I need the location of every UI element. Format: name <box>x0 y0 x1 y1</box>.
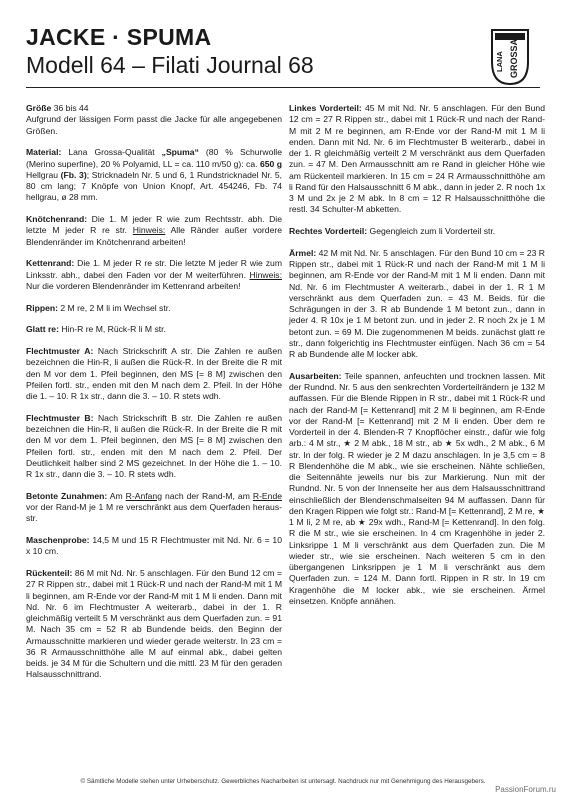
header-rule <box>26 87 540 88</box>
star-icon: ★ <box>537 505 545 516</box>
star-icon: ★ <box>343 438 352 449</box>
section-groesse: Größe 36 bis 44 Aufgrund der lässigen Form passt die Jacke für alle angegebenen Größen. <box>26 103 282 136</box>
section-glatt-re: Glatt re: Hin-R re M, Rück-R li M str. <box>26 324 166 335</box>
watermark: PassionForum.ru <box>495 785 556 794</box>
section-kettenrand: Kettenrand: Die 1. M jeder R re str. Die letzte M jeder R wie zum Linksstr. abh., dabei den Faden vor der M weiterführen. Hinweis: Nur die vorderen Blendenränder im Kettenrand arbeiten! <box>26 258 282 291</box>
section-aermel: Ärmel: 42 M mit Nd. Nr. 5 anschlagen. Für den Bund 10 cm = 23 R Rippen str., dabei mit 1 Rück-R und nach der Rand-M mit 1 M li beginnen, am R-Ende vor der Rand-M mit 1 M li enden. Dann mit Nd. Nr. 6 im Flechtmuster A weiterarb., dabei in der 1. R 1 M verschränkt aus dem Querfaden zun. = 43 M. Beids. für die Schrägungen in der 3. R ab Bundende 1 M betont zun., dann in jeder 4. R 10x je 1 M betont zun. und in jeder 2. R noch 2x je 1 M betont zun. = 69 M. Die zugenommenen M beids. zunächst glatt re str., dann folgerichtig ins Flechtmuster einfügen. Nach 36 cm = 54 R ab Bundende alle M locker abk. <box>289 247 545 359</box>
logo-text-bottom: GROSSA <box>509 38 519 78</box>
section-rechtes-vorderteil: Rechtes Vorderteil: Gegengleich zum li Vorderteil str. <box>289 226 496 236</box>
section-flechtmuster-b: Flechtmuster B: Nach Strickschrift B str. Die Zahlen re außen bezeichnen die Hin-R, li außen die Rück-R. In der Breite die R mit den M vor dem 1. Pfeil beginnen, den MS [= 8 M] zwischen den Pfeilen fortl. str., enden mit den M nach dem 2. Pfeil. Der Deutlichkeit halber sind 2 MS gezeichnet. In der Höhe die 1. – 10. R 1x str., dann die 3. – 10. R stets wdh. <box>26 412 282 479</box>
star-icon: ★ <box>444 438 454 449</box>
logo-text-top: LANA <box>495 51 504 72</box>
section-material: Material: Lana Grossa-Qualität „Spuma“ (80 % Schurwolle (Merino superfine), 20 % Polyamid, LL = ca. 110 m/50 g): ca. 650 g Hellgrau (Fb. 3); Stricknadeln Nr. 5 und 6, 1 Rundstricknadel Nr. 5, 80 cm lang; 7 Knöpfe von Union Knopf, Art. 454246, Fb. 74 hellgrau, ø 28 mm. <box>26 147 282 203</box>
page-subtitle: Modell 64 – Filati Journal 68 <box>26 52 314 78</box>
section-rippen: Rippen: 2 M re, 2 M li im Wechsel str. <box>26 302 171 313</box>
copyright-footer: © Sämtliche Modelle stehen unter Urheberschutz. Gewerbliches Nacharbeiten ist untersagt. Nachdruck nur mit Genehmigung des Herausgebers. <box>80 778 486 785</box>
section-linkes-vorderteil: Linkes Vorderteil: 45 M mit Nd. Nr. 5 anschlagen. Für den Bund 12 cm = 27 R Rippen str., dabei mit 1 Rück-R und nach der Rand-M mit 2 M re beginnen, am R-Ende vor der Rand-M mit 1 M li enden. Dann mit Nd. Nr. 6 im Flechtmuster B weiterarb., dabei in der 1. R gleichmäßig verteilt 2 M verschränkt aus dem Querfaden zun. = 47 M. Den Armausschnitt am re Rand in gleicher Höhe wie am Rückenteil markieren. In 15 cm = 24 R Armausschnitthöhe am li Rand für den Halsausschnitt 6 M abk., dann in jeder 2. R noch 1x 3 M und 2x je 2 M abk. In 8 cm = 12 R Halsausschnitthöhe die restl. 34 Schulter-M abketten. <box>289 103 545 215</box>
lana-grossa-logo <box>488 28 532 86</box>
section-maschenprobe: Maschenprobe: 14,5 M und 15 R Flechtmuster mit Nd. Nr. 6 = 10 x 10 cm. <box>26 535 282 557</box>
page-title: JACKE · SPUMA <box>26 24 212 50</box>
section-rueckenteil: Rückenteil: 86 M mit Nd. Nr. 5 anschlagen. Für den Bund 12 cm = 27 R Rippen str., dabei mit 1 Rück-R und nach der Rand-M mit 1 M li beginnen, am R-Ende vor der Rand-M mit 1 M li enden. Dann mit Nd. Nr. 6 im Flechtmuster A weiterarb., dabei in der 1. R gleichmäßig verteilt 5 M verschränkt aus dem Querfaden zun. = 91 M. Nach 35 cm = 52 R ab Bundende beids. den Beginn der Armausschnitte markieren und wieder gerade weiterstr. In 23 cm = 36 R Armausschnitthöhe alle M auf einmal abk., dabei gelten beids. je 34 M für die Schultern und die mittl. 23 M für den geraden Halsausschnittrand. <box>26 568 282 680</box>
left-column <box>26 103 282 691</box>
section-flechtmuster-a: Flechtmuster A: Nach Strickschrift A str. Die Zahlen re außen bezeichnen die Hin-R, li außen die Rück-R. In der Breite die R mit den M vor dem 1. Pfeil beginnen, den MS [= 8 M] zwischen den Pfeilen fortl. str., enden mit den M nach dem 2. Pfeil. In der Höhe die 1. – 10. R 1x str., dann die 3. – 10. R stets wdh. <box>26 346 282 401</box>
section-ausarbeiten: Ausarbeiten: Teile spannen, anfeuchten und trocknen lassen. Mit der Rundnd. Nr. 5 aus den senkrechten Vorderteilrändern je 132 M auffassen. Für die Blende Rippen in R str., dabei mit 1 Rück-R und nach der Rand-M [= Kettenrand] mit 2 M li beginnen, am R-Ende vor der Rand-M [= Kettenrand] mit 2 M li enden. Über dem re Vorderteil in der 4. Blenden-R 7 Knopflöcher einstr., dafür wie folg arb.: 4 M str., ★ 2 M abk., 18 M str., ab ★ 5x wdh., 2 M abk., 6 M str. In der folg. R wieder je 2 M dazu anschlagen. In je 3,5 cm = 8 R Blendenhöhe die M abk., wie sie erscheinen. Nähte schließen, die Seitennähte jeweils nur bis zur Markierung. Nun mit der Rundnd. Nr. 5 von der Innenseite her aus dem Halsausschnittrand einschließlich der Blendenschmalseiten 94 M auffassen. Dann für den Kragen Rippen wie folgt str.: Rand-M [= Kettenrand], 2 M re, ★ 1 M li, 2 M re, ab ★ 29x wdh., Rand-M [= Kettenrand]. In den folg. R die M str., wie sie erscheinen. In 4 cm Kragenhöhe in jeder 2. Linksrippe 1 M li verschränkt aus dem Querfaden zun. Die M wieder str., wie sie erscheinen. Nach weiteren 5 cm in den übergangenen Linksrippen je 1 M li verschränkt aus dem Querfaden zun. = 124 M. Dann fortl. Rippen in R str. In 19 cm Kragenhöhe die M locker abk., wie sie erscheinen. Ärmel einsetzen. Knöpfe annähen. <box>289 370 545 606</box>
right-column <box>289 103 545 618</box>
section-knoetchenrand: Knötchenrand: Die 1. M jeder R wie zum Rechtsstr. abh. Die letzte M jeder R re str. Hinweis: Alle Ränder außer vordere Blendenränder im Knötchenrand arbeiten! <box>26 214 282 247</box>
section-zunahmen: Betonte Zunahmen: Am R-Anfang nach der Rand-M, am R-Ende vor der Rand-M je 1 M re verschränkt aus dem Querfaden herausstr. <box>26 490 282 524</box>
star-icon: ★ <box>357 517 367 527</box>
